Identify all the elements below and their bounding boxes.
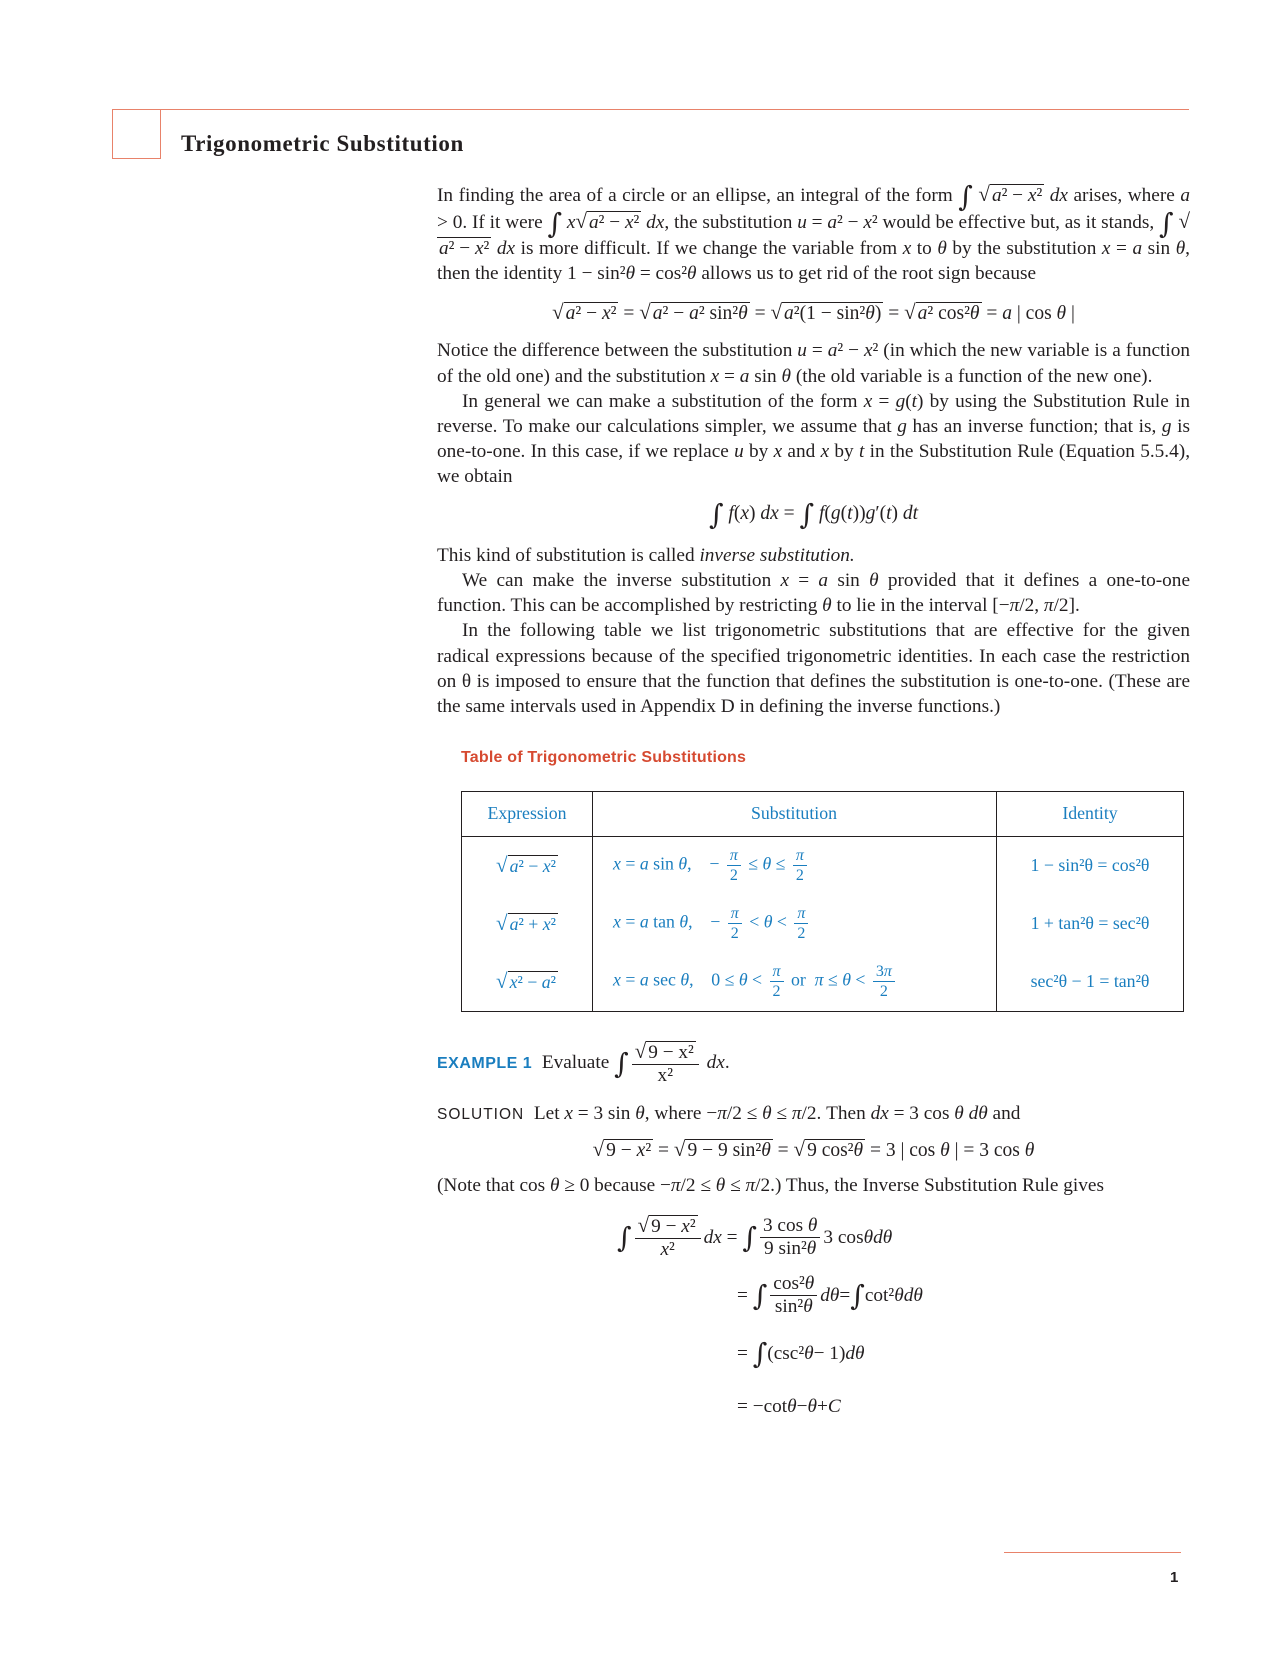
substitutions-table xyxy=(461,791,1184,1012)
paragraph-table-intro: In the following table we list trigonometric substitutions that are effective for the given radical expressions because of the specified trigonometric identities. In each case the restriction on θ is imposed to ensure that the function that defines the substitution is one-to-one. (These are the same intervals used in Appendix D in defining the inverse functions.) xyxy=(437,620,1190,717)
chain-row: = −cot θ − θ + C xyxy=(737,1395,841,1417)
example-integrand: $\frac{\text{√ 9 − x²}}{\text{x²}}$ xyxy=(632,1040,699,1087)
solution-label: SOLUTION xyxy=(437,1105,525,1123)
chain-row: = ∫ (csc² θ − 1) dθ xyxy=(737,1336,865,1370)
example-1: EXAMPLE 1 Evaluate ∫ $\frac{\text{√ 9 − x²}}{\text{x²}}$ dx. xyxy=(437,1038,730,1086)
section-title: Trigonometric Substitution xyxy=(181,131,464,156)
table-row xyxy=(462,836,1184,895)
header-expression: Expression xyxy=(462,791,593,836)
header-substitution: Substitution xyxy=(593,791,997,836)
solution: SOLUTION Let x = 3 sin θ, where −π/2 ≤ θ ≤ π/2. Then dx = 3 cos θ dθ and xyxy=(437,1102,1021,1124)
paragraph-intro: In finding the area of a circle or an ellipse, an integral of the form ∫ √ a² − x² dx arises, where a > 0. If it were ∫ x√ a² − x² dx, the substitution u = a² − x² would be effective but, as it stands, ∫ √a² − x² dx is more difficult. If we change the variable from x to θ by the substitution x = a sin θ, then the identity 1 − sin²θ = cos²θ allows us to get rid of the root sign because xyxy=(437,180,1190,285)
example-label: EXAMPLE 1 xyxy=(437,1054,533,1072)
paragraph-note: (Note that cos θ ≥ 0 because −π/2 ≤ θ ≤ π/2.) Thus, the Inverse Substitution Rule gives xyxy=(437,1175,1104,1197)
inverse-term: inverse substitution. xyxy=(699,545,855,567)
corner-box xyxy=(112,109,161,159)
example-prompt: Evaluate xyxy=(541,1051,610,1073)
page-number: 1 xyxy=(1170,1569,1179,1586)
chain-row: ∫ $\frac{\text{√ 9 − x²}}{\text{x²}}$ dx = ∫ $\frac{\text{3 cos θ}}{\text{9 sin²θ}}$ 3 cos θ dθ xyxy=(617,1212,893,1260)
top-rule xyxy=(112,109,1189,110)
substitution-cell: x = a sin θ, − $\frac{\pi}{2}$ ≤ θ ≤ $\frac{\pi}{2}$ xyxy=(593,836,997,895)
table-header-row xyxy=(462,791,1184,836)
table-row xyxy=(462,953,1184,1012)
display-equation-2: ∫ f(x) dx = ∫ f(g(t))g′(t) dt xyxy=(708,498,919,532)
identity-cell: sec²θ − 1 = tan²θ xyxy=(997,953,1184,1012)
header-identity: Identity xyxy=(997,791,1184,836)
integration-chain xyxy=(617,1208,1190,1430)
paragraph-general: In general we can make a substitution of the form x = g(t) by using the Substitution Rule in reverse. To make our calculations simpler, we assume that g has an inverse function; that is, g is one-to-one. In this case, if we replace u by x and x by t in the Substitution Rule (Equation 5.5.4), we obtain xyxy=(437,390,1191,487)
substitution-cell: x = a sec θ, 0 ≤ θ < $\frac{\pi}{2}$ or π ≤ θ < $\frac{3\pi}{2}$ xyxy=(593,953,997,1012)
substitution-cell: x = a tan θ, − $\frac{\pi}{2}$ < θ < $\frac{\pi}{2}$ xyxy=(593,895,997,953)
identity-cell: 1 + tan²θ = sec²θ xyxy=(997,895,1184,953)
identity-cell: 1 − sin²θ = cos²θ xyxy=(997,836,1184,895)
paragraph-restrict: We can make the inverse substitution x = a sin θ provided that it defines a one-to-one function. This can be accomplished by restricting θ to lie in the interval [−π/2, π/2]. xyxy=(437,570,1190,617)
paragraph-inverse: This kind of substitution is called inverse substitution. xyxy=(437,545,855,567)
table-title: Table of Trigonometric Substitutions xyxy=(461,748,747,766)
display-equation-3: √ 9 − x² = √ 9 − 9 sin²θ = √ 9 cos²θ = 3 | cos θ | = 3 cos θ xyxy=(592,1136,1035,1161)
expression-cell: √ a² − x² xyxy=(462,836,593,895)
table-row xyxy=(462,895,1184,953)
expression-cell: √ a² + x² xyxy=(462,895,593,953)
expression-cell: √ x² − a² xyxy=(462,953,593,1012)
bottom-rule xyxy=(1004,1552,1181,1553)
body-text xyxy=(437,182,1190,1430)
paragraph-notice: Notice the difference between the substitution u = a² − x² (in which the new variable is a function of the old one) and the substitution x = a sin θ (the old variable is a function of the new one). xyxy=(437,340,1191,387)
chain-row: = ∫ $\frac{\text{cos²θ}}{\text{sin²θ}}$ dθ = ∫ cot² θ dθ xyxy=(737,1272,923,1317)
display-equation-1: √ a² − x² = √ a² − a² sin²θ = √ a²(1 − sin²θ) = √ a² cos²θ = a | cos θ | xyxy=(552,300,1075,325)
